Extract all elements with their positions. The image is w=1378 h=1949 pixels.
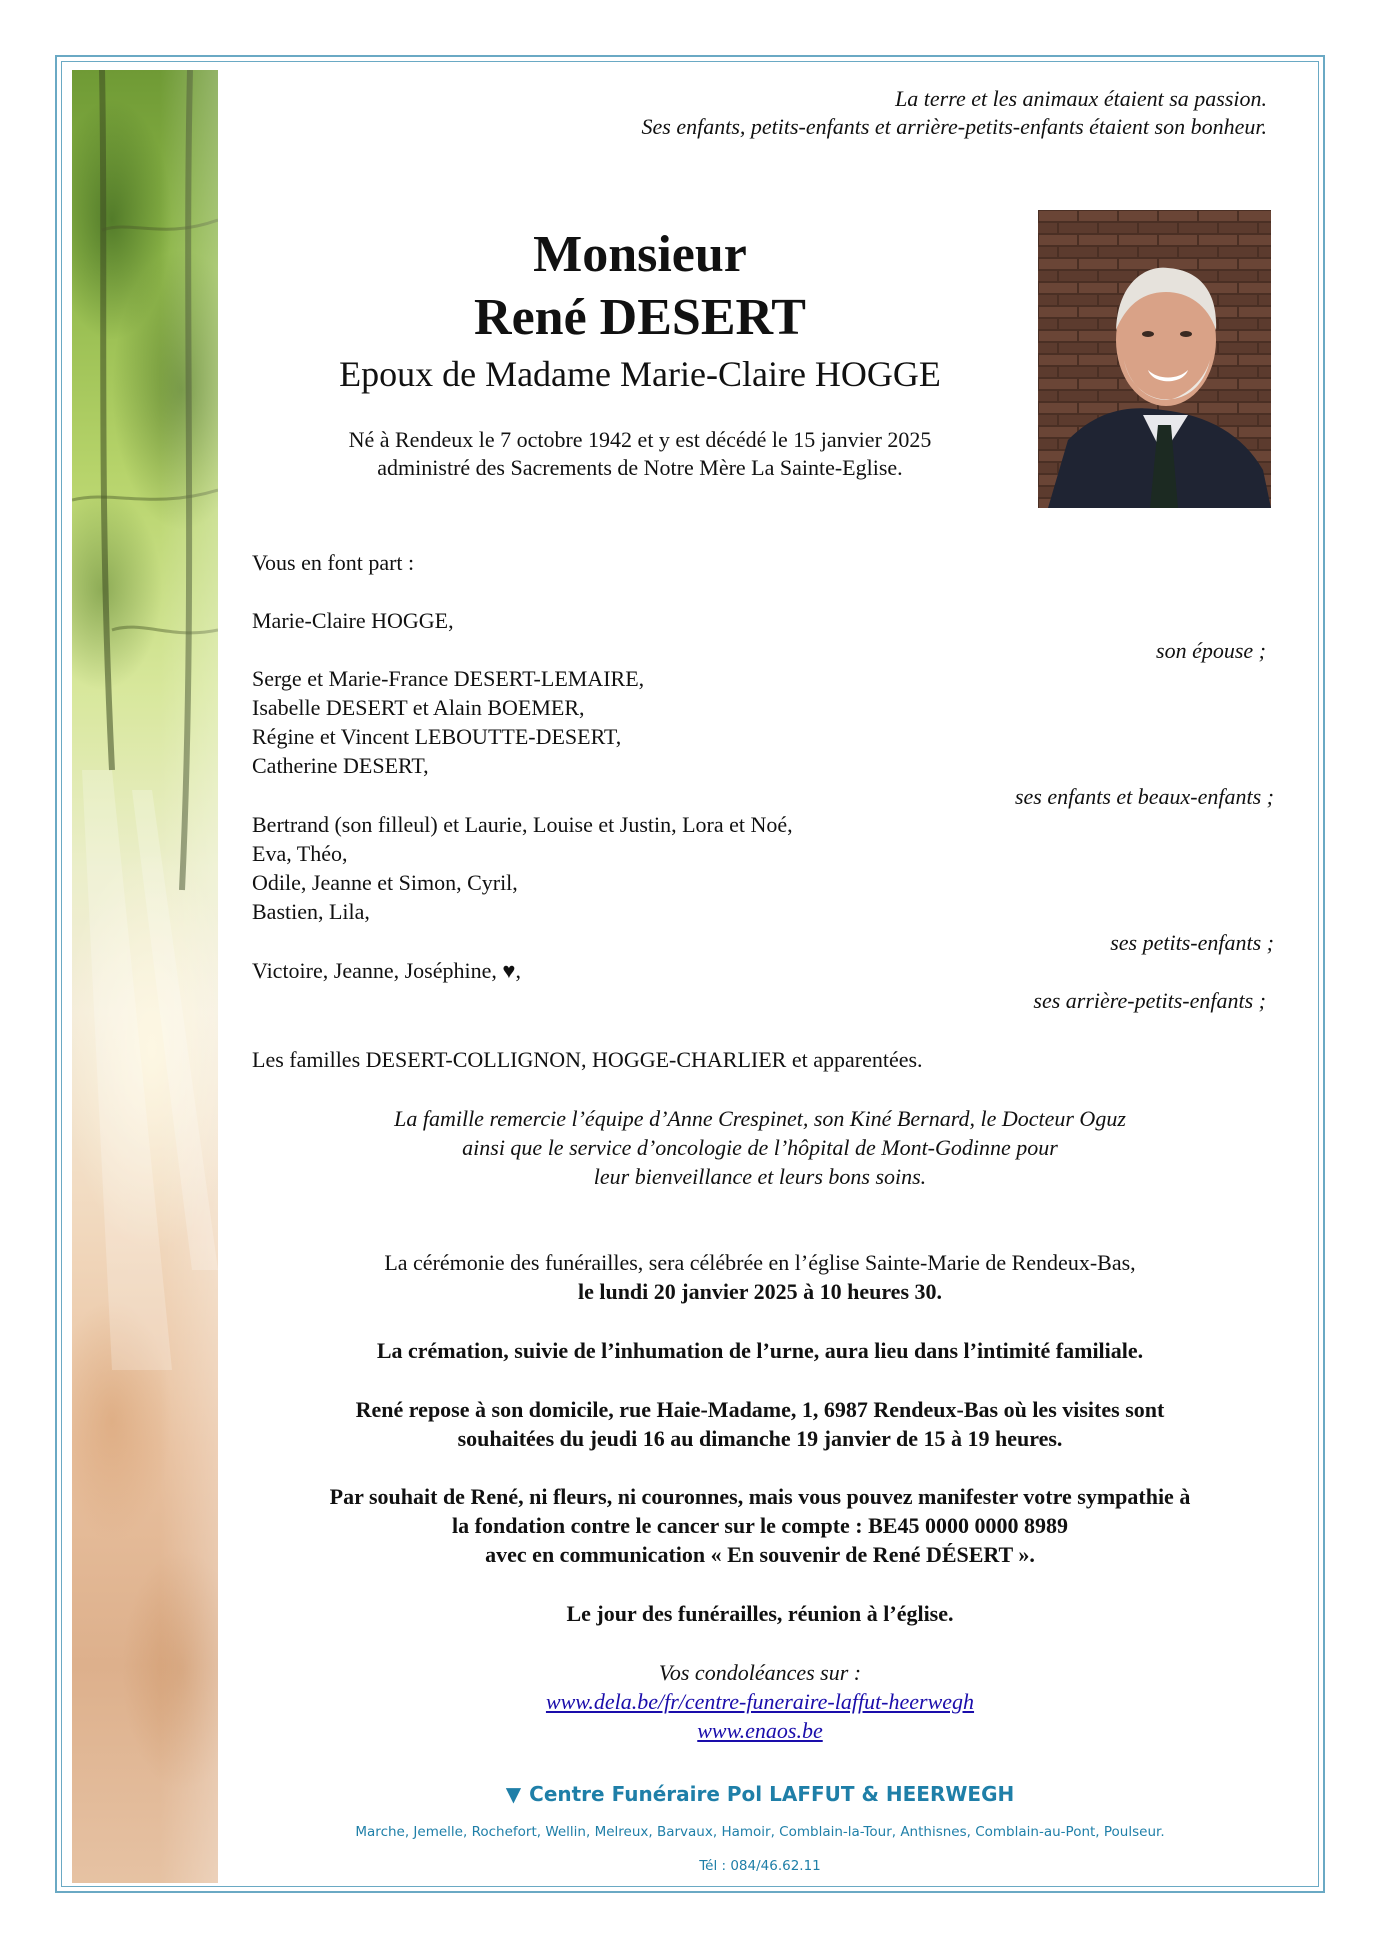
grandchild-line-3: Odile, Jeanne et Simon, Cyril, [252,870,518,895]
epigraph-line-2: Ses enfants, petits-enfants et arrière-petits-enfants étaient son bonheur. [641,114,1267,139]
grandchildren-role: ses petits-enfants ; [1110,930,1274,955]
child-line-4: Catherine DESERT, [252,753,429,778]
grandchild-line-1: Bertrand (son filleul) et Laurie, Louise et Justin, Lora et Noé, [252,812,793,837]
gathering-notice: Le jour des funérailles, réunion à l’église. [566,1601,954,1626]
grandchild-line-4: Bastien, Lila, [252,899,370,924]
donation-line-1: Par souhait de René, ni fleurs, ni couronnes, mais vous pouvez manifester votre sympathie à [329,1484,1191,1509]
spouse-name: Marie-Claire HOGGE, [252,608,454,633]
visits-line-1: René repose à son domicile, rue Haie-Madame, 1, 6987 Rendeux-Bas où les visites sont [355,1397,1165,1422]
child-line-1: Serge et Marie-France DESERT-LEMAIRE, [252,666,645,691]
sacraments-line: administré des Sacrements de Notre Mère La Sainte-Eglise. [377,455,903,480]
donation-line-2: la fondation contre le cancer sur le compte : BE45 0000 0000 8989 [452,1513,1068,1538]
condolences-link-enaos[interactable]: www.enaos.be [697,1718,823,1743]
thanks-line-3: leur bienveillance et leurs bons soins. [593,1164,927,1189]
great-grandchild-line-1: Victoire, Jeanne, Joséphine, ♥, [252,958,521,983]
funeral-home-title [240,1783,1280,1806]
children-role: ses enfants et beaux-enfants ; [1014,784,1274,809]
spouse-role: son épouse ; [1156,638,1266,663]
ceremony-line: La cérémonie des funérailles, sera célébrée en l’église Sainte-Marie de Rendeux-Bas, [384,1250,1136,1275]
honorific: Monsieur [533,226,747,283]
spouse-line: Epoux de Madame Marie-Claire HOGGE [339,354,941,394]
grandchild-line-2: Eva, Théo, [252,841,348,866]
thanks-line-2: ainsi que le service d’oncologie de l’hôpital de Mont-Godinne pour [462,1135,1058,1160]
ceremony-date: le lundi 20 janvier 2025 à 10 heures 30. [577,1279,943,1304]
condolences-label: Vos condoléances sur : [658,1660,862,1685]
announcement-intro: Vous en font part : [252,550,415,575]
forest-path-image [72,70,218,1883]
cremation-notice: La crémation, suivie de l’inhumation de l’urne, aura lieu dans l’intimité familiale. [376,1338,1144,1363]
great-grandchildren-role: ses arrière-petits-enfants ; [1033,988,1266,1013]
triangle-down-icon: ▼ [505,1782,522,1806]
funeral-home-locations: Marche, Jemelle, Rochefort, Wellin, Melreux, Barvaux, Hamoir, Comblain-la-Tour, Anthisnes, Comblain-au-Pont, Poulseur. [355,1824,1165,1840]
birth-death-line: Né à Rendeux le 7 octobre 1942 et y est décédé le 15 janvier 2025 [348,427,932,452]
portrait-photo [1038,210,1271,508]
thanks-line-1: La famille remercie l’équipe d’Anne Crespinet, son Kiné Bernard, le Docteur Oguz [394,1106,1126,1131]
donation-line-3: avec en communication « En souvenir de René DÉSERT ». [485,1542,1035,1567]
funeral-home-name: Centre Funéraire Pol LAFFUT & HEERWEGH [529,1782,1015,1806]
visits-line-2: souhaitées du jeudi 16 au dimanche 19 janvier de 15 à 19 heures. [457,1426,1063,1451]
epigraph-line-1: La terre et les animaux étaient sa passion. [895,86,1267,111]
child-line-2: Isabelle DESERT et Alain BOEMER, [252,695,585,720]
funeral-home-phone: Tél : 084/46.62.11 [699,1858,821,1874]
deceased-name: René DESERT [474,289,806,346]
other-families: Les familles DESERT-COLLIGNON, HOGGE-CHARLIER et apparentées. [252,1047,923,1072]
condolences-link-dela[interactable]: www.dela.be/fr/centre-funeraire-laffut-heerwegh [545,1689,975,1714]
child-line-3: Régine et Vincent LEBOUTTE-DESERT, [252,724,622,749]
